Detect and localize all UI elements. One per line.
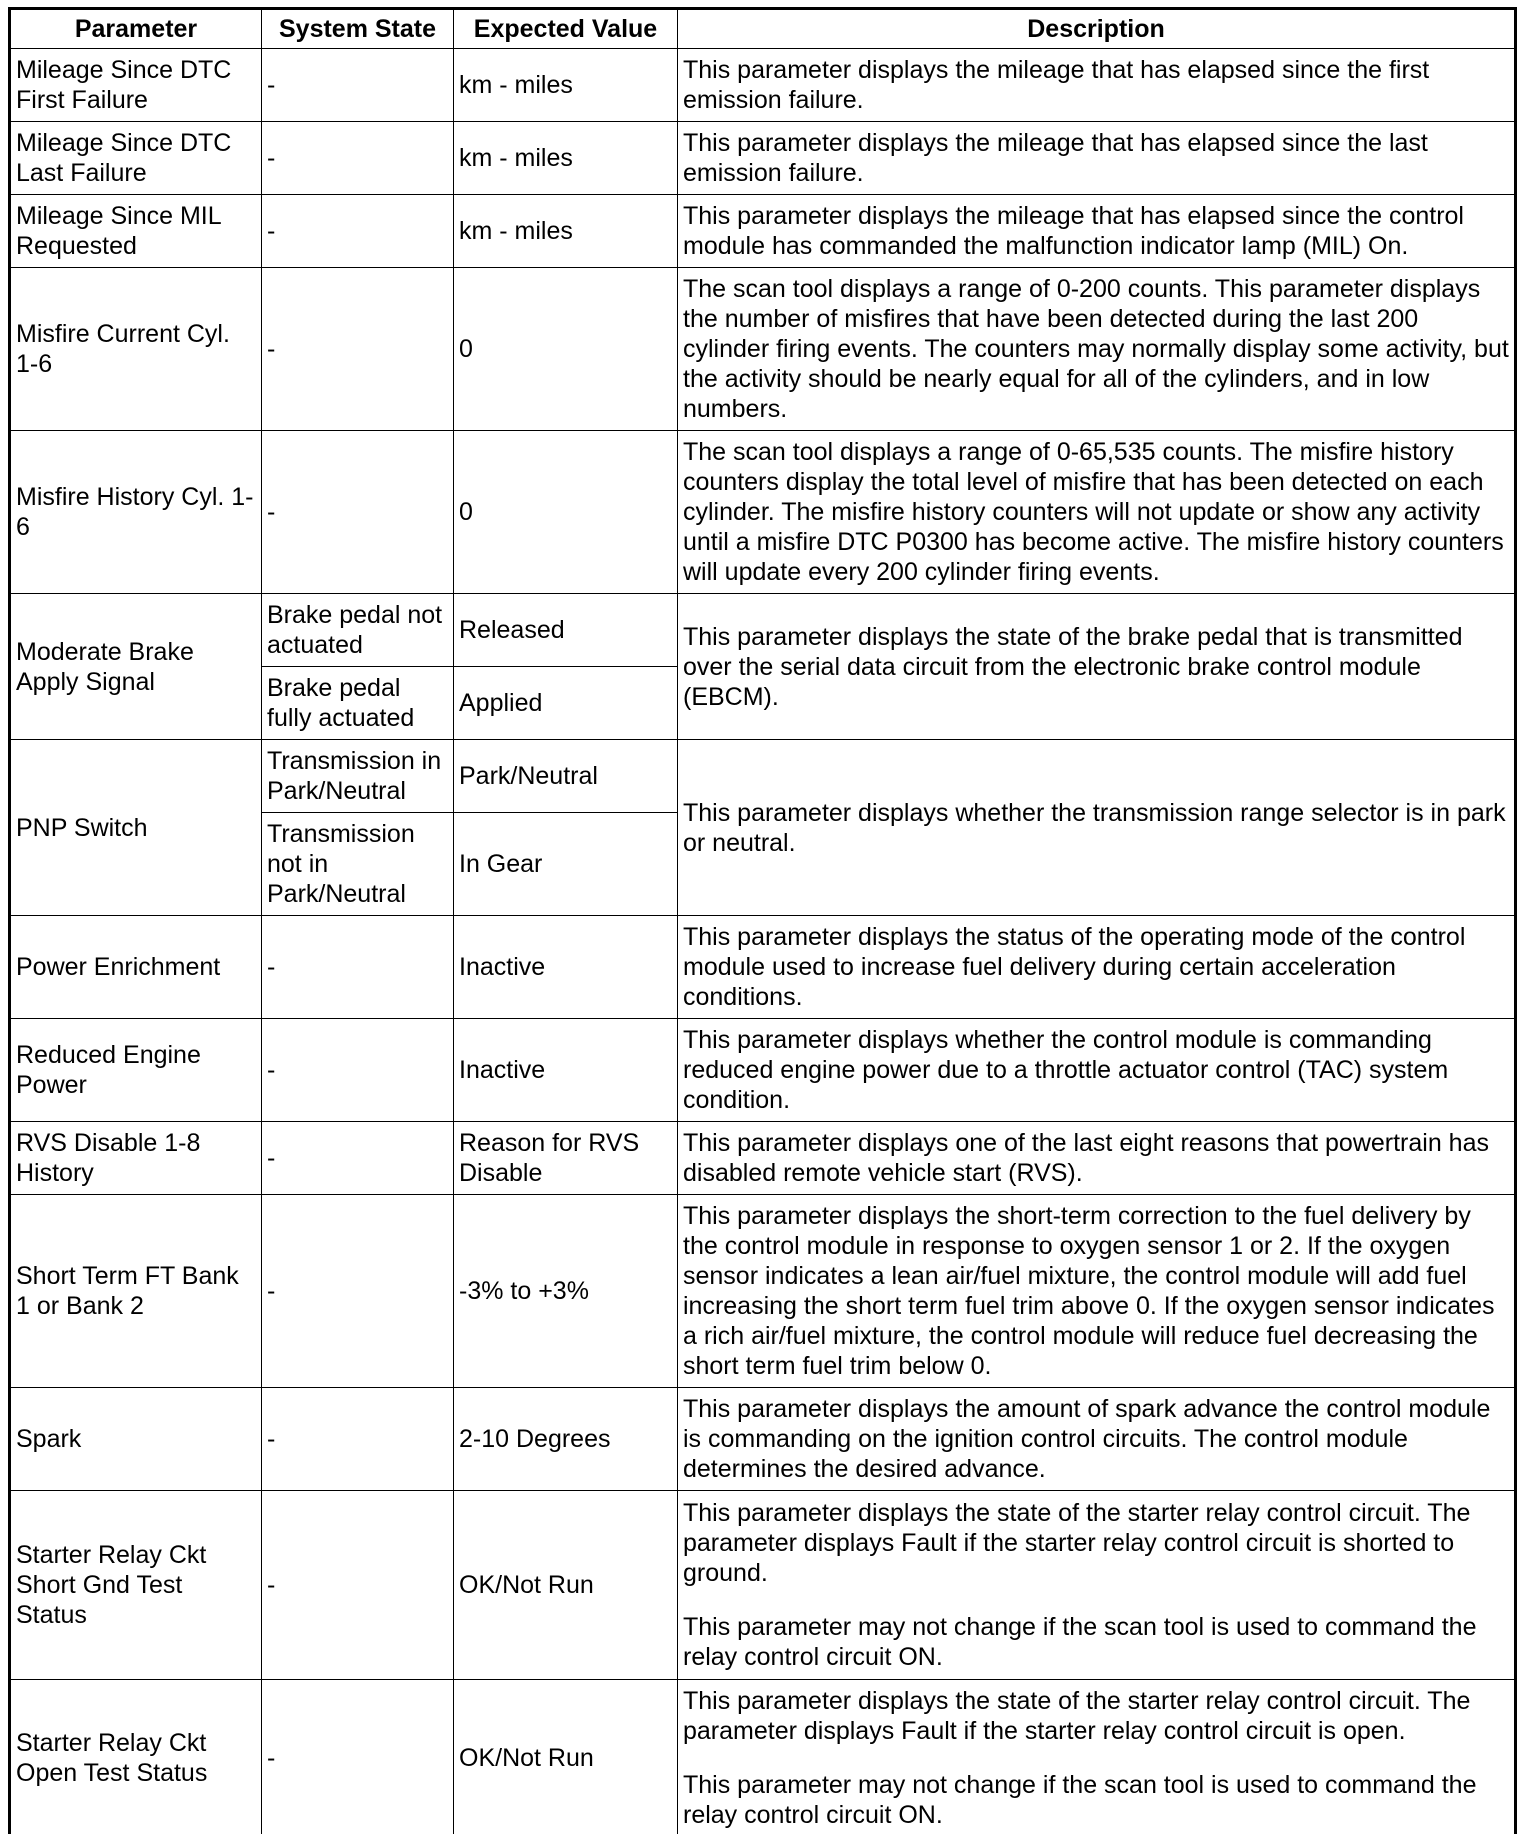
description-text: This parameter displays the mileage that has elapsed since the last emission failure. bbox=[683, 129, 1428, 187]
description-cell bbox=[678, 1195, 1516, 1388]
system-state-cell: - bbox=[262, 1680, 454, 1834]
table-row bbox=[10, 1491, 1516, 1680]
description-cell bbox=[678, 1491, 1516, 1680]
description-text: This parameter displays the state of the brake pedal that is transmitted over the serial data circuit from the electronic brake control module (EBCM). bbox=[683, 622, 1463, 711]
expected-value-cell: -3% to +3% bbox=[454, 1195, 678, 1388]
description-cell bbox=[678, 1122, 1516, 1195]
header-system-state: System State bbox=[262, 9, 454, 49]
header-description: Description bbox=[678, 9, 1516, 49]
header-row bbox=[10, 9, 1516, 49]
expected-value-cell: In Gear bbox=[454, 813, 678, 916]
description-cell bbox=[678, 740, 1516, 916]
table-row bbox=[10, 916, 1516, 1019]
expected-value-cell: Inactive bbox=[454, 916, 678, 1019]
expected-value-cell: km - miles bbox=[454, 49, 678, 122]
table-row bbox=[10, 594, 1516, 667]
system-state-cell: - bbox=[262, 268, 454, 431]
system-state-cell: Transmission in Park/Neutral bbox=[262, 740, 454, 813]
expected-value-cell: km - miles bbox=[454, 122, 678, 195]
parameter-cell: Misfire History Cyl. 1-6 bbox=[10, 431, 262, 594]
expected-value-cell: Inactive bbox=[454, 1019, 678, 1122]
description-text: This parameter displays one of the last eight reasons that powertrain has disabled remote vehicle start (RVS). bbox=[683, 1129, 1489, 1187]
system-state-cell: - bbox=[262, 1491, 454, 1680]
expected-value-cell: OK/Not Run bbox=[454, 1491, 678, 1680]
system-state-cell: - bbox=[262, 195, 454, 268]
description-cell bbox=[678, 916, 1516, 1019]
description-text: The scan tool displays a range of 0-200 counts. This parameter displays the number of misfires that have been detected during the last 200 cylinder firing events. The counters may normally display some activity, but the activity should be nearly equal for all of the cylinders, and in low numbers. bbox=[683, 275, 1509, 423]
table-row bbox=[10, 1680, 1516, 1834]
parameter-cell: Mileage Since DTC Last Failure bbox=[10, 122, 262, 195]
header-parameter: Parameter bbox=[10, 9, 262, 49]
table-row bbox=[10, 1019, 1516, 1122]
description-cell bbox=[678, 268, 1516, 431]
description-text: This parameter displays the state of the starter relay control circuit. The parameter displays Fault if the starter relay control circuit is open. bbox=[683, 1687, 1471, 1745]
parameter-cell: Power Enrichment bbox=[10, 916, 262, 1019]
description-text: This parameter displays the amount of spark advance the control module is commanding on the ignition control circuits. The control module determines the desired advance. bbox=[683, 1395, 1491, 1483]
description-cell bbox=[678, 1680, 1516, 1834]
expected-value-cell: Park/Neutral bbox=[454, 740, 678, 813]
parameter-cell: Mileage Since MIL Requested bbox=[10, 195, 262, 268]
system-state-cell: Transmission not in Park/Neutral bbox=[262, 813, 454, 916]
expected-value-cell: 2-10 Degrees bbox=[454, 1388, 678, 1491]
description-text: The scan tool displays a range of 0-65,535 counts. The misfire history counters display the total level of misfire that has been detected on each cylinder. The misfire history counters will not update or show any activity until a misfire DTC P0300 has become active. The misfire history counters will update every 200 cylinder firing events. bbox=[683, 438, 1504, 586]
table-row bbox=[10, 1388, 1516, 1491]
description-text: This parameter displays the mileage that has elapsed since the first emission failure. bbox=[683, 56, 1430, 114]
table-row bbox=[10, 431, 1516, 594]
table-row bbox=[10, 49, 1516, 122]
parameter-cell: Short Term FT Bank 1 or Bank 2 bbox=[10, 1195, 262, 1388]
description-cell bbox=[678, 49, 1516, 122]
description-note: This parameter may not change if the scan tool is used to command the relay control circuit ON. bbox=[683, 1613, 1477, 1671]
table-row bbox=[10, 268, 1516, 431]
system-state-cell: - bbox=[262, 431, 454, 594]
table-row bbox=[10, 195, 1516, 268]
table-row bbox=[10, 1195, 1516, 1388]
description-cell bbox=[678, 1019, 1516, 1122]
table-row bbox=[10, 122, 1516, 195]
expected-value-cell: OK/Not Run bbox=[454, 1680, 678, 1834]
parameter-cell: RVS Disable 1-8 History bbox=[10, 1122, 262, 1195]
expected-value-cell: km - miles bbox=[454, 195, 678, 268]
expected-value-cell: Reason for RVS Disable bbox=[454, 1122, 678, 1195]
system-state-cell: Brake pedal fully actuated bbox=[262, 667, 454, 740]
expected-value-cell: Applied bbox=[454, 667, 678, 740]
description-cell bbox=[678, 431, 1516, 594]
parameter-cell: Spark bbox=[10, 1388, 262, 1491]
parameter-cell: Moderate Brake Apply Signal bbox=[10, 594, 262, 740]
system-state-cell: Brake pedal not actuated bbox=[262, 594, 454, 667]
parameter-cell: Starter Relay Ckt Open Test Status bbox=[10, 1680, 262, 1834]
parameter-cell: PNP Switch bbox=[10, 740, 262, 916]
description-text: This parameter displays the mileage that has elapsed since the control module has commanded the malfunction indicator lamp (MIL) On. bbox=[683, 202, 1464, 260]
expected-value-cell: 0 bbox=[454, 431, 678, 594]
description-text: This parameter displays the short-term correction to the fuel delivery by the control module in response to oxygen sensor 1 or 2. If the oxygen sensor indicates a lean air/fuel mixture, the control module will add fuel increasing the short term fuel trim above 0. If the oxygen sensor indicates a rich air/fuel mixture, the control module will reduce fuel decreasing the short term fuel trim below 0. bbox=[683, 1202, 1495, 1380]
parameter-cell: Misfire Current Cyl. 1-6 bbox=[10, 268, 262, 431]
parameter-table bbox=[8, 7, 1517, 1834]
system-state-cell: - bbox=[262, 122, 454, 195]
description-text: This parameter displays the state of the starter relay control circuit. The parameter displays Fault if the starter relay control circuit is shorted to ground. bbox=[683, 1499, 1471, 1587]
description-text: This parameter displays whether the transmission range selector is in park or neutral. bbox=[683, 798, 1506, 857]
parameter-cell: Starter Relay Ckt Short Gnd Test Status bbox=[10, 1491, 262, 1680]
expected-value-cell: 0 bbox=[454, 268, 678, 431]
system-state-cell: - bbox=[262, 916, 454, 1019]
table-row bbox=[10, 740, 1516, 813]
expected-value-cell: Released bbox=[454, 594, 678, 667]
header-expected-value: Expected Value bbox=[454, 9, 678, 49]
system-state-cell: - bbox=[262, 1122, 454, 1195]
table-row bbox=[10, 1122, 1516, 1195]
system-state-cell: - bbox=[262, 1019, 454, 1122]
description-cell bbox=[678, 594, 1516, 740]
system-state-cell: - bbox=[262, 1388, 454, 1491]
description-note: This parameter may not change if the scan tool is used to command the relay control circuit ON. bbox=[683, 1771, 1477, 1829]
description-cell bbox=[678, 195, 1516, 268]
parameter-cell: Mileage Since DTC First Failure bbox=[10, 49, 262, 122]
description-text: This parameter displays whether the control module is commanding reduced engine power due to a throttle actuator control (TAC) system condition. bbox=[683, 1026, 1449, 1114]
system-state-cell: - bbox=[262, 49, 454, 122]
description-cell bbox=[678, 122, 1516, 195]
description-text: This parameter displays the status of the operating mode of the control module used to increase fuel delivery during certain acceleration conditions. bbox=[683, 923, 1466, 1011]
description-cell bbox=[678, 1388, 1516, 1491]
system-state-cell: - bbox=[262, 1195, 454, 1388]
parameter-cell: Reduced Engine Power bbox=[10, 1019, 262, 1122]
